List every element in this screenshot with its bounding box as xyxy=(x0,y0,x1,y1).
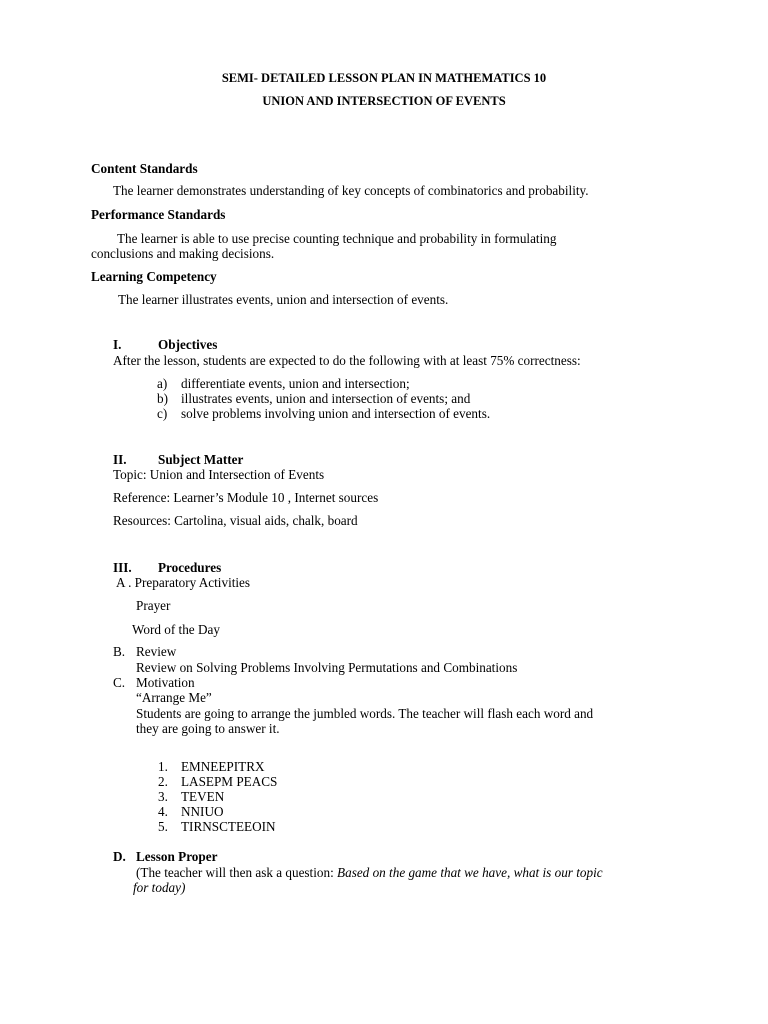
lesson-proper-question-italic: Based on the game that we have, what is our topic xyxy=(337,865,603,880)
jumbled-word-marker: 5. xyxy=(158,819,168,834)
jumbled-word: NNIUO xyxy=(181,804,224,819)
subject-matter-heading: Subject Matter xyxy=(158,452,244,467)
lesson-proper-marker: D. xyxy=(113,849,126,864)
objectives-intro: After the lesson, students are expected to do the following with at least 75% correctness: xyxy=(113,353,581,368)
performance-standards-text-2: conclusions and making decisions. xyxy=(91,246,275,261)
review-text: Review on Solving Problems Involving Permutations and Combinations xyxy=(136,660,518,675)
objective-marker: c) xyxy=(157,406,168,421)
jumbled-word-marker: 1. xyxy=(158,759,168,774)
content-standards-text: The learner demonstrates understanding of key concepts of combinatorics and probability. xyxy=(113,183,589,198)
performance-standards-text-1: The learner is able to use precise counting technique and probability in formulating xyxy=(117,231,557,246)
objective-marker: a) xyxy=(157,376,168,391)
prayer-item: Prayer xyxy=(136,598,171,613)
objectives-numeral: I. xyxy=(113,337,122,352)
jumbled-word-marker: 4. xyxy=(158,804,168,819)
learning-competency-heading: Learning Competency xyxy=(91,269,217,284)
learning-competency-text: The learner illustrates events, union and intersection of events. xyxy=(118,292,449,307)
motivation-heading: Motivation xyxy=(136,675,195,690)
motivation-text-2: they are going to answer it. xyxy=(136,721,280,736)
objective-text: illustrates events, union and intersection of events; and xyxy=(181,391,471,406)
lesson-proper-heading: Lesson Proper xyxy=(136,849,218,864)
procedures-heading: Procedures xyxy=(158,560,222,575)
preparatory-activities-heading: A . Preparatory Activities xyxy=(116,575,251,590)
document-title: SEMI- DETAILED LESSON PLAN IN MATHEMATICS 10 xyxy=(221,71,547,85)
subject-resources: Resources: Cartolina, visual aids, chalk, board xyxy=(113,513,358,528)
review-heading: Review xyxy=(136,644,177,659)
jumbled-word: TIRNSCTEEOIN xyxy=(181,819,276,834)
performance-standards-heading: Performance Standards xyxy=(91,207,226,222)
review-marker: B. xyxy=(113,644,126,659)
subject-reference: Reference: Learner’s Module 10 , Internet sources xyxy=(113,490,379,505)
motivation-game-name: “Arrange Me” xyxy=(136,690,212,705)
jumbled-word-marker: 3. xyxy=(158,789,168,804)
lesson-proper-question-end: for today) xyxy=(133,880,186,895)
jumbled-word: TEVEN xyxy=(181,789,225,804)
procedures-numeral: III. xyxy=(113,560,132,575)
motivation-marker: C. xyxy=(113,675,126,690)
jumbled-word: LASEPM PEACS xyxy=(181,774,278,789)
motivation-text-1: Students are going to arrange the jumbled words. The teacher will flash each word and xyxy=(136,706,594,721)
objectives-heading: Objectives xyxy=(158,337,218,352)
content-standards-heading: Content Standards xyxy=(91,161,198,176)
lesson-proper-question-plain: (The teacher will then ask a question: xyxy=(136,865,338,880)
jumbled-word-marker: 2. xyxy=(158,774,168,789)
jumbled-word: EMNEEPITRX xyxy=(181,759,265,774)
lesson-proper-question xyxy=(136,865,603,880)
objective-text: solve problems involving union and intersection of events. xyxy=(181,406,491,421)
subject-matter-numeral: II. xyxy=(113,452,127,467)
word-of-the-day-item: Word of the Day xyxy=(132,622,220,637)
objective-text: differentiate events, union and intersection; xyxy=(181,376,410,391)
subject-topic: Topic: Union and Intersection of Events xyxy=(113,467,325,482)
objective-marker: b) xyxy=(157,391,168,406)
document-subtitle: UNION AND INTERSECTION OF EVENTS xyxy=(262,94,506,108)
